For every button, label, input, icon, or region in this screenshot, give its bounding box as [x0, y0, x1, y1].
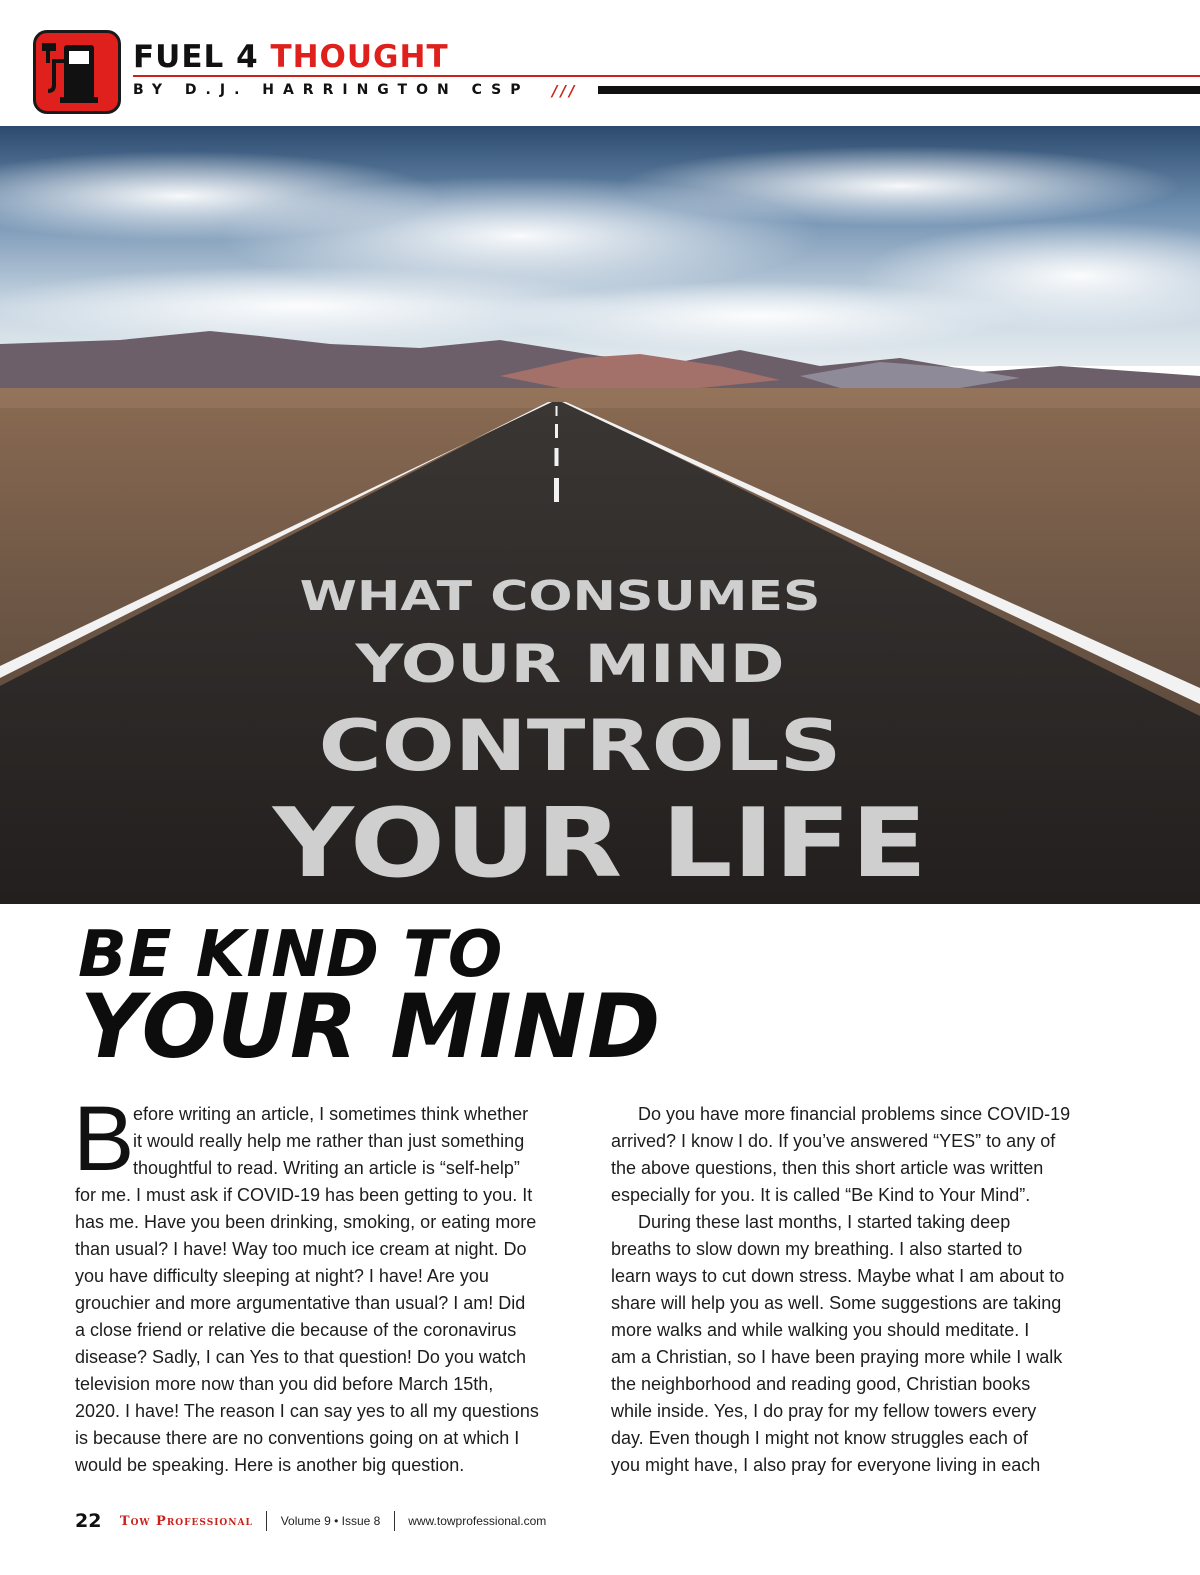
text-line: the above questions, then this short article was written — [611, 1158, 1044, 1178]
hero-image — [0, 126, 1200, 904]
fuel-pump-logo-icon — [33, 30, 121, 114]
decorative-slashes-icon: /// — [552, 82, 578, 100]
text-line: more walks and while walking you should meditate. I — [611, 1320, 1030, 1340]
article-column-right — [611, 1101, 1121, 1479]
road-text-line-4: YOUR LIFE — [272, 788, 928, 899]
text-line: efore writing an article, I sometimes think whether — [133, 1104, 529, 1124]
text-line: day. Even though I might not know struggles each of — [611, 1428, 1028, 1448]
header-thin-rule — [133, 75, 1200, 77]
text-line: breaths to slow down my breathing. I also started to — [611, 1239, 1023, 1259]
page-number: 22 — [75, 1510, 102, 1532]
text-line: learn ways to cut down stress. Maybe what I am about to — [611, 1266, 1065, 1286]
road-text-line-1: WHAT CONSUMES — [299, 572, 821, 620]
text-line: arrived? I know I do. If you’ve answered “YES” to any of — [611, 1131, 1056, 1151]
footer-divider — [266, 1511, 267, 1531]
text-line: 2020. I have! The reason I can say yes to all my questions — [75, 1401, 539, 1421]
author-byline: BY D.J. HARRINGTON CSP — [133, 82, 530, 98]
drop-cap: B — [73, 1088, 135, 1190]
issue-info: Volume 9 • Issue 8 — [280, 1514, 381, 1528]
article-column-left — [73, 1088, 583, 1479]
road-text-line-2: YOUR MIND — [355, 634, 785, 696]
text-line: for me. I must ask if COVID-19 has been getting to you. It — [75, 1185, 533, 1205]
footer-divider — [394, 1511, 395, 1531]
text-line: the neighborhood and reading good, Christian books — [611, 1374, 1031, 1394]
text-line: During these last months, I started taking deep — [638, 1212, 1011, 1232]
column-title-part2: THOUGHT — [270, 39, 449, 75]
text-line: it would really help me rather than just something — [133, 1131, 525, 1151]
text-line: has me. Have you been drinking, smoking, or eating more — [75, 1212, 537, 1232]
page-footer — [75, 1510, 546, 1534]
headline-line-1: BE KIND TO — [78, 918, 504, 992]
text-line: than usual? I have! Way too much ice cream at night. Do — [75, 1239, 527, 1259]
headline-line-2: YOUR MIND — [80, 975, 662, 1078]
text-line: television more now than you did before March 15th, — [75, 1374, 494, 1394]
text-line: a close friend or relative die because of the coronavirus — [75, 1320, 517, 1340]
text-line: while inside. Yes, I do pray for my fellow towers every — [611, 1401, 1037, 1421]
section-header — [0, 0, 1200, 125]
road-text-line-3: CONTROLS — [318, 704, 842, 788]
publication-name: Tow Professional — [119, 1513, 253, 1529]
text-line: share will help you as well. Some suggestions are taking — [611, 1293, 1062, 1313]
text-line: thoughtful to read. Writing an article is “self-help” — [133, 1158, 520, 1178]
text-line: you might have, I also pray for everyone living in each — [611, 1455, 1041, 1475]
text-line: am a Christian, so I have been praying more while I walk — [611, 1347, 1063, 1367]
header-thick-rule — [598, 86, 1200, 94]
column-title — [133, 40, 449, 74]
text-line: Do you have more financial problems since COVID-19 — [638, 1104, 1071, 1124]
text-line: is because there are no conventions going on at which I — [75, 1428, 520, 1448]
text-line: especially for you. It is called “Be Kind to Your Mind”. — [611, 1185, 1031, 1205]
column-title-part1: FUEL 4 — [133, 39, 259, 75]
website-link[interactable]: www.towprofessional.com — [408, 1514, 547, 1528]
text-line: would be speaking. Here is another big question. — [75, 1455, 465, 1475]
text-line: disease? Sadly, I can Yes to that question! Do you watch — [75, 1347, 526, 1367]
text-line: grouchier and more argumentative than usual? I am! Did — [75, 1293, 526, 1313]
text-line: you have difficulty sleeping at night? I have! Are you — [75, 1266, 489, 1286]
